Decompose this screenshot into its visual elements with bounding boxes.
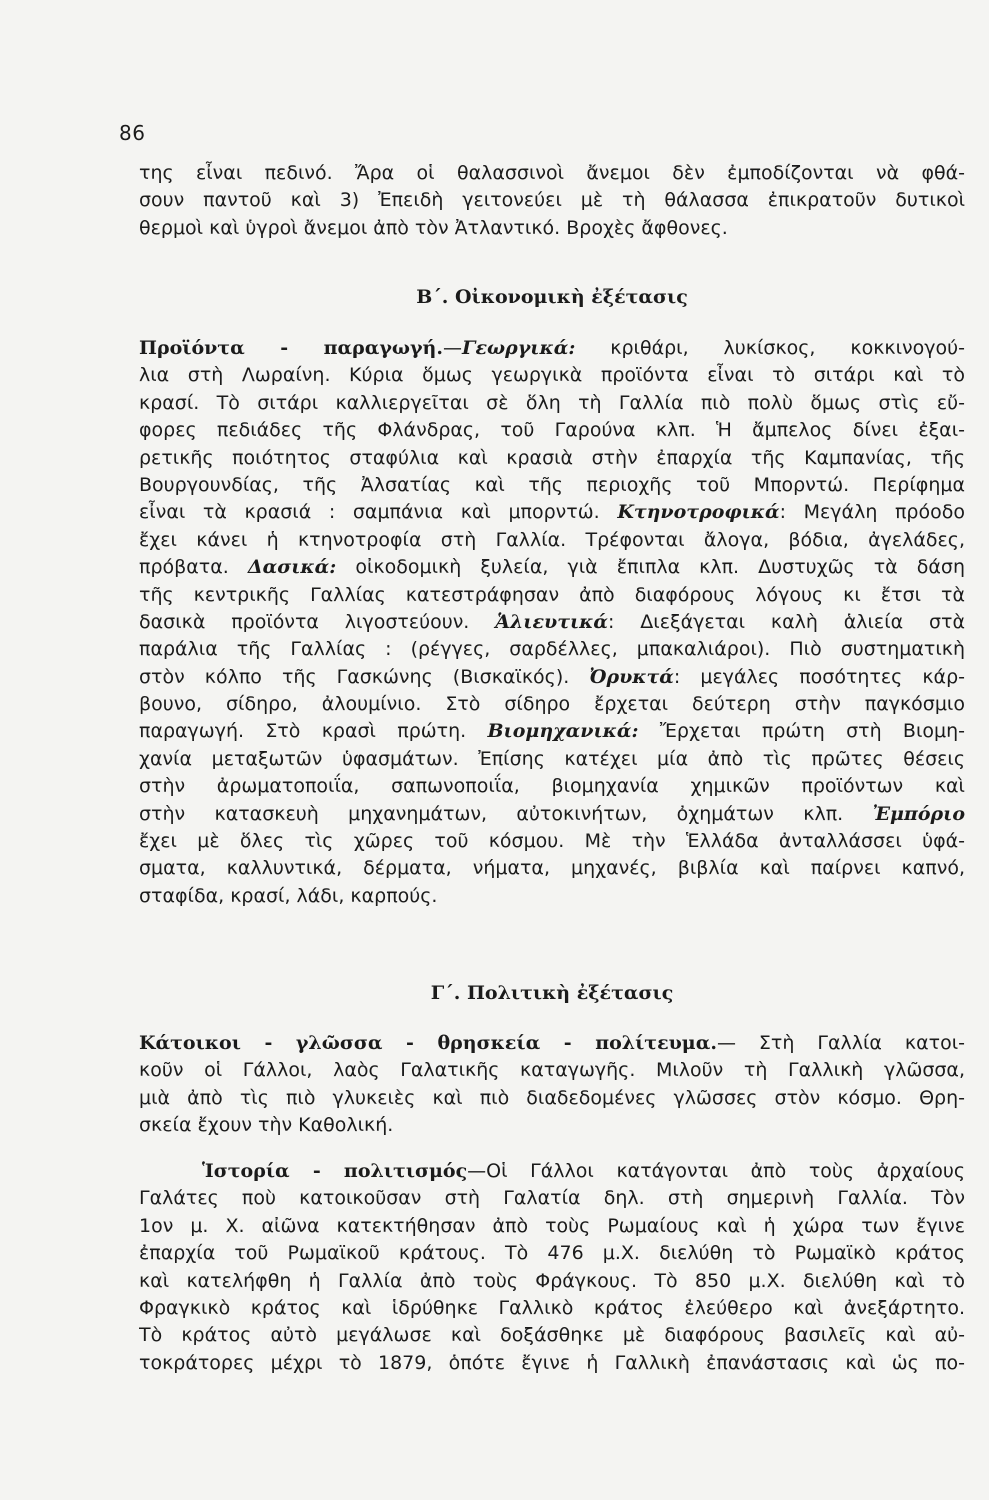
text-line: τῆς κεντρικῆς Γαλλίας κατεστράφησαν ἀπὸ διαφόρους λόγους κι ἔτσι τὰ (139, 583, 965, 606)
keyword-agricultural: Γεωργικά: (461, 337, 576, 359)
text-line: Τὸ κράτος αὐτὸ μεγάλωσε καὶ δοξάσθηκε μὲ διαφόρους βασιλεῖς καὶ αὐ- (139, 1324, 965, 1347)
text-line (139, 554, 965, 581)
keyword-livestock: Κτηνοτροφικά (617, 501, 780, 524)
text-line: κρασί. Τὸ σιτάρι καλλιεργεῖται σὲ ὅλη τὴ Γαλλία πιὸ πολὺ ὅμως στὶς εὔ- (139, 391, 965, 414)
paragraph-people (139, 1030, 965, 1140)
text-line (139, 335, 965, 362)
text-line: ἔχει κάνει ἡ κτηνοτροφία στὴ Γαλλία. Τρέφονται ἄλογα, βόδια, ἀγελάδες, (139, 528, 965, 551)
text-run: στὸν κόλπο τῆς Γασκώνης (Βισκαϊκός). (139, 665, 590, 688)
keyword-trade: Ἐμπόριο (872, 802, 965, 825)
page-number: 86 (119, 121, 146, 145)
text-line: σκεία ἔχουν τὴν Καθολική. (139, 1114, 394, 1137)
text-line: Γαλάτες ποὺ κατοικοῦσαν στὴ Γαλατία δηλ. στὴ σημερινὴ Γαλλία. Τὸν (139, 1187, 965, 1210)
keyword-products: Προϊόντα - παραγωγή. (139, 337, 443, 359)
text-line: ρετικῆς ποιότητος σταφύλια καὶ κρασιὰ στὴν ἐπαρχία τῆς Καμπανίας, τῆς (139, 446, 965, 469)
text-run: : Μεγάλη πρόοδο (779, 501, 965, 524)
text-line (139, 1030, 965, 1057)
text-line: καὶ κατελήφθη ἡ Γαλλία ἀπὸ τοὺς Φράγκους. Τὸ 850 μ.Χ. διελύθη καὶ τὸ (139, 1269, 965, 1292)
text-line: σουν παντοῦ καὶ 3) Ἐπειδὴ γειτονεύει μὲ τὴ θάλασσα ἐπικρατοῦν δυτικοὶ (139, 189, 965, 212)
paragraph-history (139, 1158, 965, 1377)
text-line: τοκράτορες μέχρι τὸ 1879, ὁπότε ἔγινε ἡ Γαλλικὴ ἐπανάστασις καὶ ὡς πο- (139, 1351, 965, 1374)
text-run: — Στὴ Γαλλία κατοι- (716, 1032, 965, 1054)
keyword-fishing: Ἁλιευτικά (495, 610, 609, 633)
text-run: : μεγάλες ποσότητες κάρ- (673, 665, 965, 688)
text-run: : Διεξάγεται καλὴ ἁλιεία στὰ (608, 610, 965, 633)
text-run: —Οἱ Γάλλοι κατάγονται ἀπὸ τοὺς ἀρχαίους (467, 1160, 965, 1182)
text-run: δασικὰ προϊόντα λιγοστεύουν. (139, 610, 496, 633)
text-run: παραγωγή. Στὸ κρασὶ πρώτη. (139, 720, 488, 743)
keyword-history: Ἱστορία - πολιτισμός (202, 1160, 468, 1182)
text-line: θερμοὶ καὶ ὑγροὶ ἄνεμοι ἀπὸ τὸν Ἀτλαντικό. Βροχὲς ἄφθονες. (139, 216, 728, 239)
text-line: κοῦν οἱ Γάλλοι, λαὸς Γαλατικῆς καταγωγῆς. Μιλοῦν τὴ Γαλλικὴ γλῶσσα, (139, 1059, 965, 1082)
text-line (139, 664, 965, 691)
text-line: μιὰ ἀπὸ τὶς πιὸ γλυκειὲς καὶ πιὸ διαδεδομένες γλῶσσες στὸν κόσμο. Θρη- (139, 1086, 965, 1109)
paragraph-climate (139, 160, 965, 242)
keyword-forestry: Δασικά: (247, 556, 337, 579)
paragraph-economy (139, 335, 965, 910)
text-line (139, 1158, 965, 1185)
text-run: στὴν κατασκευὴ μηχανημάτων, αὐτοκινήτων, ὀχημάτων κλπ. (139, 802, 873, 825)
text-line: βουνο, σίδηρο, ἀλουμίνιο. Στὸ σίδηρο ἔρχεται δεύτερη στὴν παγκόσμιο (139, 693, 965, 716)
keyword-minerals: Ὀρυκτά (589, 665, 674, 688)
keyword-inhabitants: Κάτοικοι - γλῶσσα - θρησκεία - πολίτευμα. (139, 1032, 717, 1054)
text-line (139, 499, 965, 526)
text-line: στὴν ἀρωματοποιΐα, σαπωνοποιΐα, βιομηχανία χημικῶν προϊόντων καὶ (139, 775, 965, 798)
text-line: σταφίδα, κρασί, λάδι, καρπούς. (139, 884, 438, 907)
text-line: ἔχει μὲ ὅλες τὶς χῶρες τοῦ κόσμου. Μὲ τὴν Ἑλλάδα ἀνταλλάσσει ὑφά- (139, 830, 965, 853)
text-run: οἰκοδομικὴ ξυλεία, γιὰ ἔπιπλα κλπ. Δυστυχῶς τὰ δάση (336, 556, 965, 579)
text-line: λια στὴ Λωραίνη. Κύρια ὅμως γεωργικὰ προϊόντα εἶναι τὸ σιτάρι καὶ τὸ (139, 364, 965, 387)
section-heading-political: Γ΄. Πολιτικὴ ἐξέτασις (430, 982, 674, 1004)
text-run: πρόβατα. (139, 556, 248, 579)
text-line: ἐπαρχία τοῦ Ρωμαϊκοῦ κράτους. Τὸ 476 μ.Χ. διελύθη τὸ Ρωμαϊκὸ κράτος (139, 1242, 965, 1265)
text-line: χανία μεταξωτῶν ὑφασμάτων. Ἐπίσης κατέχει μία ἀπὸ τὶς πρῶτες θέσεις (139, 747, 965, 770)
text-line: Βουργουνδίας, τῆς Ἀλσατίας καὶ τῆς περιοχῆς τοῦ Μπορντώ. Περίφημα (139, 473, 965, 496)
text-line: Φραγκικὸ κράτος καὶ ἱδρύθηκε Γαλλικὸ κράτος ἐλεύθερο καὶ ἀνεξάρτητο. (139, 1296, 965, 1319)
text-line: παράλια τῆς Γαλλίας : (ρέγγες, σαρδέλλες, μπακαλιάροι). Πιὸ συστηματικὴ (139, 638, 965, 661)
text-line: σματα, καλλυντικά, δέρματα, νήματα, μηχανές, βιβλία καὶ παίρνει καπνό, (139, 857, 965, 880)
text-run: εἶναι τὰ κρασιά : σαμπάνια καὶ μπορντώ. (139, 501, 618, 524)
dash: — (442, 337, 462, 359)
section-heading-economic: Β΄. Οἰκονομικὴ ἐξέτασις (416, 286, 688, 308)
keyword-industrial: Βιομηχανικά: (487, 720, 639, 743)
text-line: της εἶναι πεδινό. Ἄρα οἱ θαλασσινοὶ ἄνεμοι δὲν ἐμποδίζονται νὰ φθά- (139, 162, 965, 184)
text-line (139, 609, 965, 636)
text-run: Ἔρχεται πρώτη στὴ Βιομη- (638, 720, 965, 743)
text-line: φορες πεδιάδες τῆς Φλάνδρας, τοῦ Γαρούνα κλπ. Ἡ ἄμπελος δίνει ἐξαι- (139, 419, 965, 442)
text-line (139, 801, 965, 828)
text-run: κριθάρι, λυκίσκος, κοκκινογού- (575, 337, 965, 359)
text-line: 1ον μ. Χ. αἰῶνα κατεκτήθησαν ἀπὸ τοὺς Ρωμαίους καὶ ἡ χώρα των ἔγινε (139, 1214, 965, 1237)
text-line (139, 718, 965, 745)
